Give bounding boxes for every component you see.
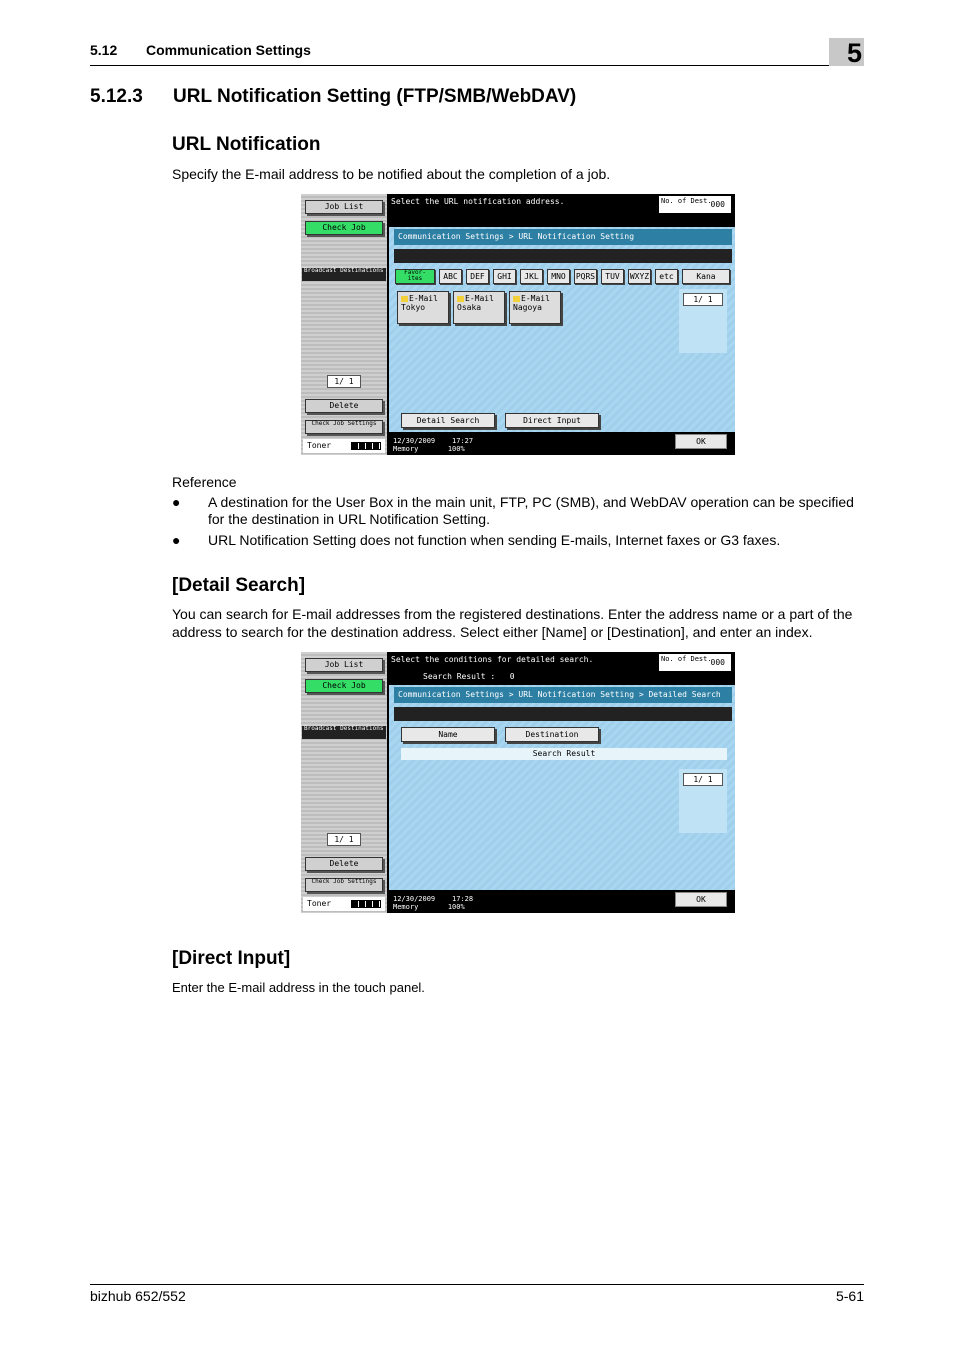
tab-abc[interactable]: ABC (439, 269, 462, 284)
url-notification-text: Specify the E-mail address to be notified about the completion of a job. (172, 166, 611, 182)
chapter-badge: 5 (829, 38, 864, 66)
search-result-value: 0 (509, 672, 515, 681)
tab-etc[interactable]: etc (655, 269, 678, 284)
destination-button[interactable]: Destination (505, 727, 599, 742)
direct-input-button[interactable]: Direct Input (505, 413, 599, 428)
reference-label: Reference (172, 474, 237, 490)
delete-button[interactable]: Delete (305, 857, 383, 871)
right-page-indicator: 1/ 1 (683, 773, 723, 786)
url-notification-heading: URL Notification (172, 134, 321, 155)
time: 17:27 (452, 437, 474, 445)
check-job-button[interactable]: Check Job (305, 679, 383, 693)
broadcast-destinations-label: Broadcast Destinations (302, 268, 386, 281)
ok-button[interactable]: OK (675, 434, 727, 449)
bullet-text: A destination for the User Box in the main unit, FTP, PC (SMB), and WebDAV operation can be specified for the destination in URL Notification Setting. (208, 494, 854, 527)
input-bar[interactable] (394, 707, 732, 721)
check-job-settings-button[interactable]: Check Job Settings (305, 420, 383, 434)
dest-name: Nagoya (513, 303, 542, 312)
tab-wxyz[interactable]: WXYZ (628, 269, 651, 284)
job-list-button[interactable]: Job List (305, 200, 383, 214)
dest-type: E-Mail (465, 294, 494, 303)
ok-button[interactable]: OK (675, 892, 727, 907)
panel-message: Select the URL notification address. (391, 197, 565, 206)
left-column (301, 652, 387, 913)
footer-model: bizhub 652/552 (90, 1288, 186, 1304)
reference-bullet-1 (172, 494, 864, 528)
email-icon (401, 296, 408, 302)
tab-def[interactable]: DEF (466, 269, 489, 284)
main-area (389, 685, 735, 890)
subsection-heading (90, 86, 576, 108)
reference-bullet-2 (172, 532, 864, 549)
bullet-dot: ● (172, 494, 181, 510)
time: 17:28 (452, 895, 474, 903)
dest-type: E-Mail (409, 294, 438, 303)
main-area (389, 227, 735, 432)
subsection-title: URL Notification Setting (FTP/SMB/WebDAV) (173, 86, 577, 107)
dest-count-value: 000 (710, 658, 725, 667)
direct-input-text: Enter the E-mail address in the touch panel. (172, 980, 425, 995)
email-icon (513, 296, 520, 302)
date: 12/30/2009 (393, 437, 436, 445)
status-bar (389, 432, 735, 455)
dest-type: E-Mail (521, 294, 550, 303)
tab-kana[interactable]: Kana (682, 269, 730, 284)
detail-search-text: You can search for E-mail addresses from the registered destinations. Enter the address name or a part of the address to search for the destination address. Select either [Name] or [Destination], and enter an index. (172, 606, 853, 640)
tab-pqrs[interactable]: PQRS (574, 269, 597, 284)
left-column (301, 194, 387, 455)
left-page-indicator: 1/ 1 (327, 833, 361, 846)
detail-search-heading: [Detail Search] (172, 575, 306, 596)
tab-mno[interactable]: MNO (547, 269, 570, 284)
toner-label: Toner (307, 441, 332, 450)
tab-favorites[interactable]: Favor- ites (395, 269, 435, 284)
running-header (90, 42, 311, 58)
memory-label: Memory (393, 445, 419, 453)
tab-jkl[interactable]: JKL (520, 269, 543, 284)
dest-name: Osaka (457, 303, 482, 312)
footer-rule (90, 1284, 864, 1285)
memory-label: Memory (393, 903, 419, 911)
breadcrumb: Communication Settings > URL Notification Setting (394, 229, 732, 245)
search-result-count (423, 672, 515, 681)
toner-gauge (351, 442, 381, 450)
toner-indicator (303, 439, 385, 453)
dest-count-value: 000 (710, 200, 725, 209)
toner-label: Toner (307, 899, 332, 908)
bullet-text: URL Notification Setting does not function when sending E-mails, Internet faxes or G3 faxes. (208, 532, 781, 548)
toner-gauge (351, 900, 381, 908)
touch-panel-url-notification (301, 194, 735, 455)
broadcast-destinations-label: Broadcast Destinations (302, 726, 386, 739)
detail-search-button[interactable]: Detail Search (401, 413, 495, 428)
search-result-label: Search Result : (423, 672, 496, 681)
dest-button-osaka[interactable] (453, 291, 505, 324)
right-pager (679, 769, 727, 833)
name-button[interactable]: Name (401, 727, 495, 742)
dest-button-nagoya[interactable] (509, 291, 561, 324)
check-job-settings-button[interactable]: Check Job Settings (305, 878, 383, 892)
check-job-button[interactable]: Check Job (305, 221, 383, 235)
input-bar[interactable] (394, 249, 732, 263)
right-pager (679, 289, 727, 353)
toner-indicator (303, 897, 385, 911)
delete-button[interactable]: Delete (305, 399, 383, 413)
memory-value: 100% (447, 903, 465, 911)
dest-name: Tokyo (401, 303, 426, 312)
dest-count-box (659, 196, 731, 213)
panel-message: Select the conditions for detailed search. (391, 655, 594, 664)
dest-count-label: No. of Dest. (661, 655, 712, 663)
bullet-dot: ● (172, 532, 181, 548)
date: 12/30/2009 (393, 895, 436, 903)
email-icon (457, 296, 464, 302)
right-page-indicator: 1/ 1 (683, 293, 723, 306)
direct-input-heading: [Direct Input] (172, 948, 291, 969)
search-result-bar: Search Result (401, 748, 727, 760)
footer-page-number: 5-61 (835, 1288, 864, 1304)
header-rule (90, 65, 864, 66)
breadcrumb: Communication Settings > URL Notification Setting > Detailed Search (394, 687, 732, 703)
tab-ghi[interactable]: GHI (493, 269, 516, 284)
memory-value: 100% (447, 445, 465, 453)
left-page-indicator: 1/ 1 (327, 375, 361, 388)
touch-panel-detail-search (301, 652, 735, 913)
tab-tuv[interactable]: TUV (601, 269, 624, 284)
section-title: Communication Settings (146, 42, 311, 58)
status-bar (389, 890, 735, 913)
section-number: 5.12 (90, 42, 118, 58)
job-list-button[interactable]: Job List (305, 658, 383, 672)
dest-count-box (659, 654, 731, 671)
dest-count-label: No. of Dest. (661, 197, 712, 205)
subsection-number: 5.12.3 (90, 86, 143, 107)
dest-button-tokyo[interactable] (397, 291, 449, 324)
